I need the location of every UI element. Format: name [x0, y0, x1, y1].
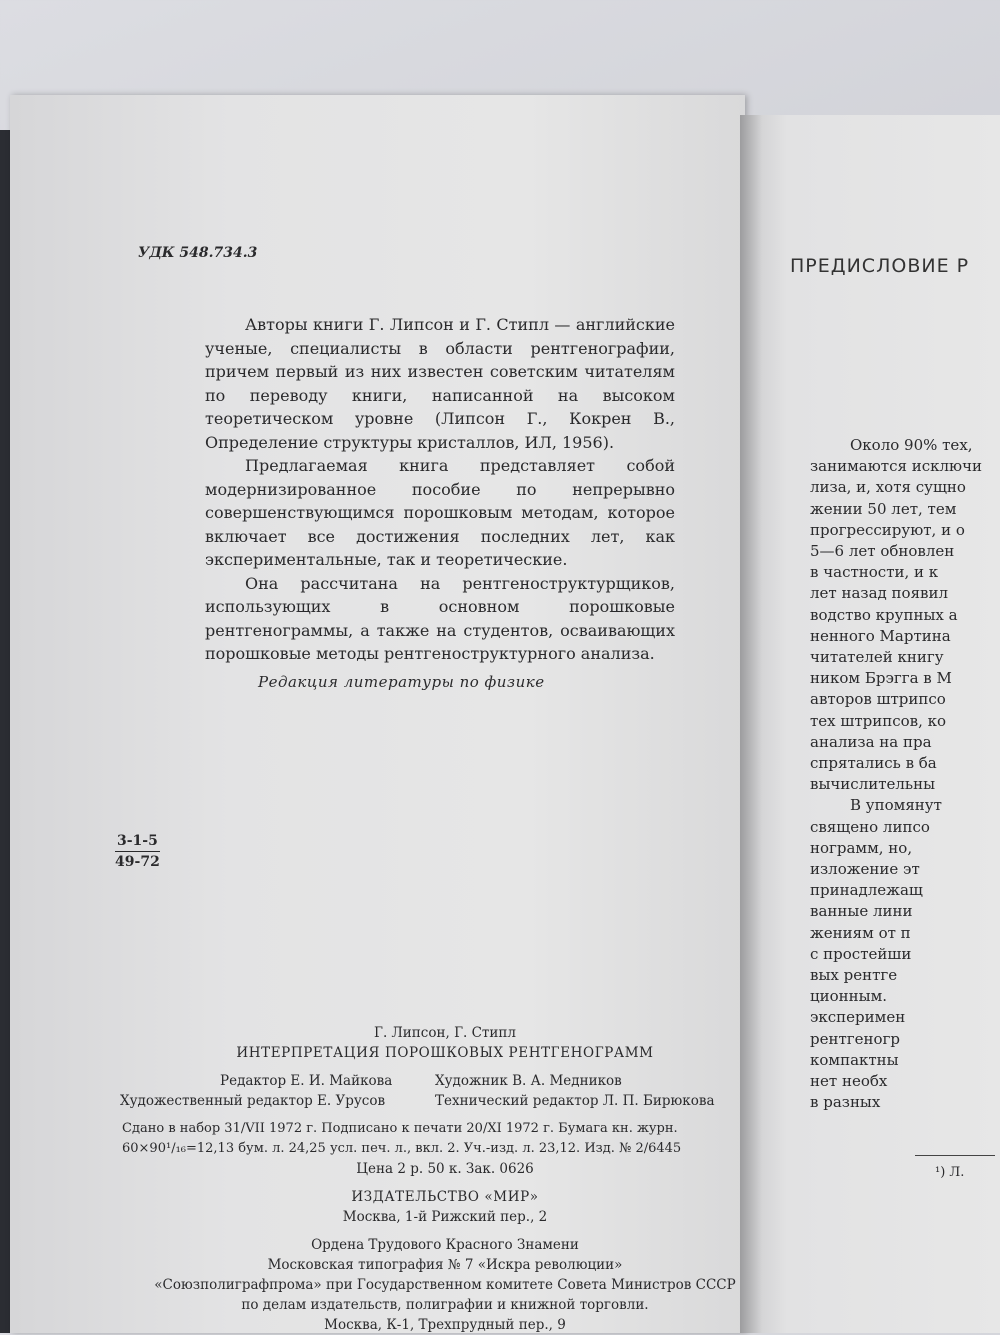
- preface-line: водство крупных а: [810, 605, 958, 624]
- imprint-printer: Ордена Трудового Красного Знамени: [311, 1237, 579, 1253]
- preface-line: ником Брэгга в М: [810, 669, 952, 688]
- imprint-authors: Г. Липсон, Г. Стипл: [374, 1025, 516, 1041]
- page-gutter-shadow: [740, 115, 762, 1333]
- imprint-printer: «Союзполиграфпрома» при Государственном комитете Совета Министров СССР: [154, 1277, 736, 1293]
- preface-line: компактны: [810, 1050, 899, 1069]
- imprint-price: Цена 2 р. 50 к. Зак. 0626: [356, 1161, 534, 1177]
- editorial-credit: Редакция литературы по физике: [258, 673, 545, 691]
- preface-line: в разных: [810, 1093, 881, 1112]
- imprint-editor: Редактор Е. И. Майкова: [220, 1073, 393, 1089]
- preface-line: нограмм, но,: [810, 838, 913, 857]
- preface-line: вычислительны: [810, 775, 936, 794]
- left-page: [10, 95, 745, 1333]
- annotation-paragraph: Предлагаемая книга представляет собой модернизированное пособие по непрерывно совершенствующимся порошковым методам, которое включает все достижения последних лет, как экспериментальные, так и теоретические.: [205, 456, 675, 569]
- imprint-credits-row: [120, 1091, 770, 1111]
- preface-line: прогрессируют, и о: [810, 520, 965, 539]
- annotation: [205, 313, 675, 666]
- imprint-title: ИНТЕРПРЕТАЦИЯ ПОРОШКОВЫХ РЕНТГЕНОГРАММ: [236, 1045, 654, 1061]
- udk-code: УДК 548.734.3: [138, 245, 258, 261]
- preface-line: жении 50 лет, тем: [810, 499, 957, 518]
- preface-line: нет необх: [810, 1072, 888, 1091]
- imprint-tech-editor: Технический редактор Л. П. Бирюкова: [435, 1093, 715, 1109]
- preface-line: лиза, и, хотя сущно: [810, 478, 966, 497]
- annotation-paragraph: Она рассчитана на рентгеноструктурщиков, использующих в основном порошковые рентгенограммы, а также на студентов, осваивающих порошковые методы рентгеноструктурного анализа.: [205, 573, 675, 663]
- preface-line: лет назад появил: [810, 584, 949, 603]
- classification-code: [115, 833, 160, 870]
- preface-line: читателей книгу: [810, 648, 944, 667]
- preface-line: 5—6 лет обновлен: [810, 542, 955, 561]
- preface-line: принадлежащ: [810, 881, 923, 900]
- preface-line: священо липсо: [810, 817, 930, 836]
- preface-heading: ПРЕДИСЛОВИЕ Р: [790, 255, 970, 277]
- preface-line: вых рентге: [810, 966, 898, 985]
- preface-line: ванные лини: [810, 902, 913, 921]
- preface-line: В упомянут: [850, 796, 942, 815]
- preface-line: изложение эт: [810, 860, 920, 879]
- right-page: [740, 115, 1000, 1333]
- preface-line: жениям от п: [810, 923, 911, 942]
- imprint-publisher-address: Москва, 1-й Рижский пер., 2: [342, 1209, 548, 1225]
- imprint-printer: по делам издательств, полиграфии и книжной торговли.: [241, 1297, 649, 1313]
- preface-line: спрятались в ба: [810, 754, 937, 773]
- imprint-publisher: ИЗДАТЕЛЬСТВО «МИР»: [351, 1189, 539, 1205]
- imprint-art-editor: Художественный редактор Е. Урусов: [120, 1093, 386, 1109]
- preface-line: эксперимен: [810, 1008, 906, 1027]
- preface-line: тех штрипсов, ко: [810, 711, 947, 730]
- imprint-printer: Московская типография № 7 «Искра революции»: [267, 1257, 623, 1273]
- imprint-block: [120, 1023, 770, 1335]
- preface-line: с простейши: [810, 944, 912, 963]
- preface-line: Около 90% тех,: [850, 436, 973, 454]
- preface-text: [810, 435, 982, 1114]
- preface-line: авторов штрипсо: [810, 690, 946, 709]
- preface-line: рентгеногр: [810, 1029, 900, 1048]
- preface-line: в частности, и к: [810, 563, 939, 582]
- preface-line: ционным.: [810, 987, 888, 1006]
- footnote: ¹) Л.: [935, 1165, 965, 1180]
- imprint-artist: Художник В. А. Медников: [435, 1073, 622, 1089]
- code-numerator: 3-1-5: [115, 833, 160, 852]
- imprint-printer-address: Москва, К-1, Трехпрудный пер., 9: [324, 1317, 566, 1333]
- imprint-print-line: Сдано в набор 31/VII 1972 г. Подписано к печати 20/XI 1972 г. Бумага кн. журн.: [122, 1121, 678, 1136]
- footnote-rule: [915, 1155, 995, 1156]
- annotation-paragraph: Авторы книги Г. Липсон и Г. Стипл — английские ученые, специалисты в области рентгенографии, причем первый из них известен советским читателям по переводу книги, написанной на высоком теоретическом уровне (Липсон Г., Кокрен В., Определение структуры кристаллов, ИЛ, 1956).: [205, 315, 675, 452]
- code-denominator: 49-72: [115, 854, 160, 870]
- preface-line: занимаются исключи: [810, 457, 982, 476]
- preface-line: ненного Мартина: [810, 626, 951, 645]
- imprint-print-line: 60×90¹/₁₆=12,13 бум. л. 24,25 усл. печ. л., вкл. 2. Уч.-изд. л. 23,12. Изд. № 2/6445: [122, 1141, 682, 1156]
- preface-line: анализа на пра: [810, 732, 932, 751]
- imprint-credits-row: [120, 1071, 770, 1091]
